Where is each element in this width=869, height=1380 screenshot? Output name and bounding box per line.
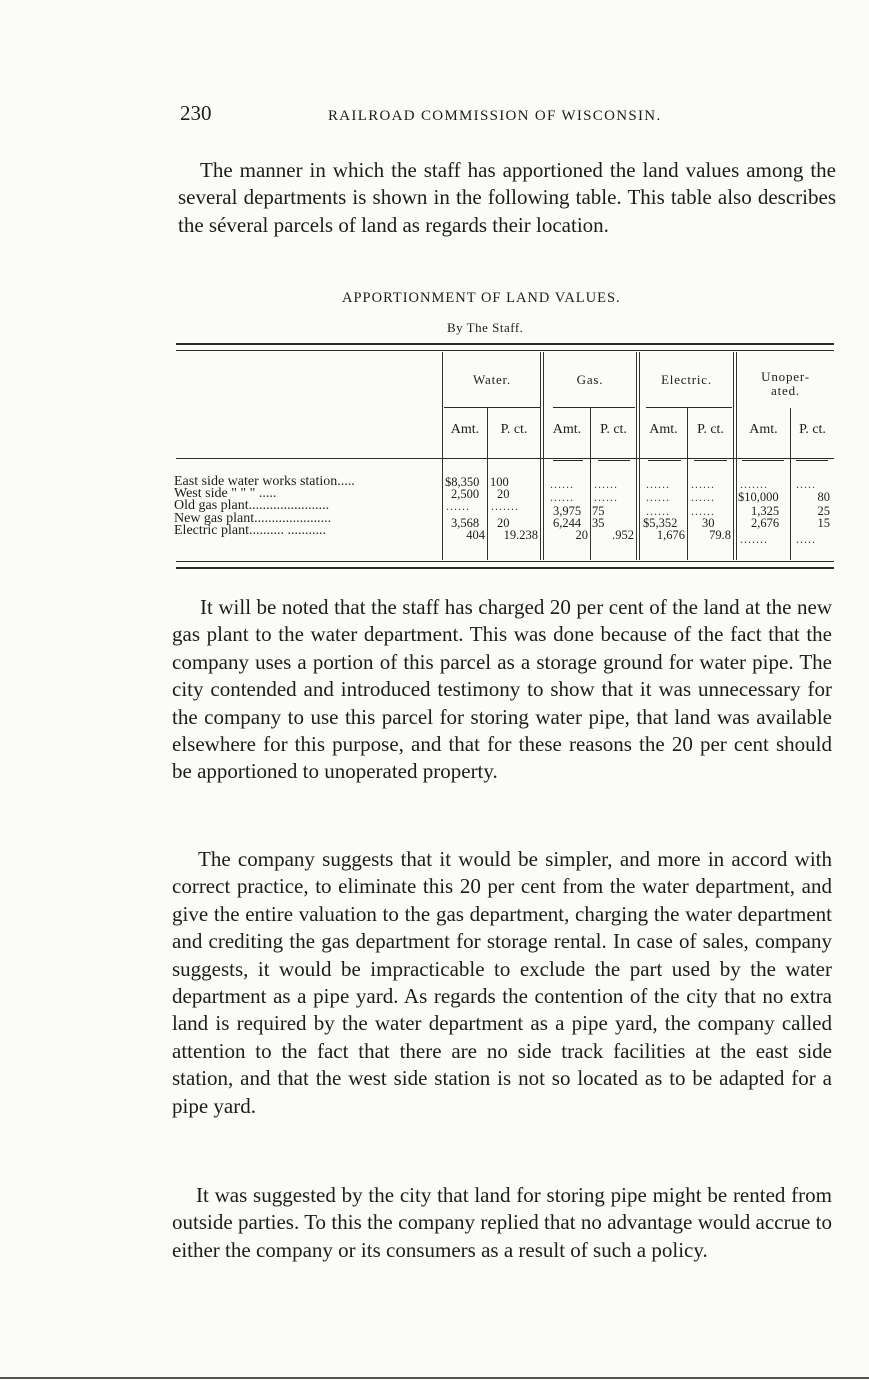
leader-dots: ......: [646, 504, 670, 518]
divider-water-gas-a: [540, 352, 541, 560]
leader-dots: .......: [740, 477, 768, 491]
row-label-east-side: East side water works station.....: [174, 474, 355, 489]
row-label-new-gas-plant: New gas plant......................: [174, 511, 332, 526]
leader-dots: ......: [550, 490, 574, 504]
group-header-water: Water.: [472, 372, 512, 387]
paragraph-company-suggestion: The company suggests that it would be simpler, and more in accord with correct practice, to eliminate this 20 per cent from the water department, and give the entire valuation to the gas department, charging the water department and crediting the gas department for storage rental. In case of sales, company suggests, it would be impracticable to exclude the part used by the water department as a pipe yard. As regards the contention of the city that no extra land is required by the water department as a pipe yard, the company called attention to the fact that there are no side track facilities at the east side station, and that the west side station is not so located as to be adapted for a pipe yard.: [172, 847, 832, 1118]
cell-water-amt: 2,500: [451, 487, 480, 501]
head-dash-2: [598, 460, 630, 461]
table-top-rule: [176, 343, 834, 345]
divider-electric-unop-b: [736, 352, 737, 560]
leader-dots: ......: [691, 490, 715, 504]
group-header-gas: Gas.: [576, 372, 604, 387]
head-dash-1: [553, 460, 583, 461]
page-number: 230: [180, 101, 212, 125]
head-dash-6: [796, 460, 828, 461]
row-label-west-side: West side " " " .....: [174, 486, 277, 501]
row-label-electric-plant: Electric plant.......... ...........: [174, 523, 327, 538]
head-dash-4: [694, 460, 727, 461]
col-header-unop-pct: P. ct.: [799, 422, 826, 437]
table-top-rule-thin: [176, 350, 834, 351]
leader-dots: ......: [691, 504, 715, 518]
group-header-electric: Electric.: [661, 372, 712, 387]
leader-dots: ......: [594, 477, 618, 491]
electric-group-rule: [646, 407, 732, 408]
cell-water-pct: 100: [490, 475, 509, 489]
cell-water-pct: 19.238: [503, 528, 538, 542]
cell-water-pct: 20: [497, 487, 510, 501]
leader-dots: ......: [646, 477, 670, 491]
group-header-unoperated-2: ated.: [771, 383, 800, 398]
group-header-unoperated-1: Unoper-: [761, 369, 810, 384]
col-header-water-pct: P. ct.: [500, 422, 528, 437]
col-header-electric-amt: Amt.: [649, 422, 678, 437]
paragraph-new-gas-plant: It will be noted that the staff has charged 20 per cent of the land at the new gas plant to the water department. This was done because of the fact that the company uses a portion of this parcel as a storage ground for water pipe. The city contended and introduced testimony to show that it was unnecessary for the company to use this parcel for storing water pipe, that land was available elsewhere for this purpose, and that for these reasons the 20 per cent should be apportioned to unoperated property.: [172, 595, 832, 784]
divider-electric-unop-a: [733, 352, 734, 560]
col-header-gas-amt: Amt.: [552, 422, 582, 437]
intro-paragraph: The manner in which the staff has apportioned the land values among the several departments is shown in the following table. This table also describes the séveral parcels of land as regards their location.: [178, 158, 836, 237]
leader-dots: .......: [491, 499, 519, 513]
table-bottom-rule: [176, 561, 834, 562]
row-label-old-gas-plant: Old gas plant.......................: [174, 498, 330, 513]
paragraph-renting: It was suggested by the city that land for storing pipe might be rented from outside parties. To this the company replied that no advantage would accrue to either the company or its consumers as a result of such a policy.: [172, 1183, 832, 1262]
table-subtitle: By The Staff.: [447, 320, 524, 335]
cell-electric-amt: $5,352: [643, 516, 678, 530]
cell-electric-pct: 79.8: [709, 528, 731, 542]
leader-dots: ......: [646, 490, 670, 504]
leader-dots: ......: [691, 477, 715, 491]
cell-gas-amt: 20: [575, 528, 588, 542]
cell-unop-amt: 1,325: [751, 504, 780, 518]
cell-gas-pct: 75: [592, 504, 605, 518]
leader-dots: .....: [796, 532, 816, 546]
head-dash-5: [742, 460, 784, 461]
table-title: APPORTIONMENT OF LAND VALUES.: [342, 290, 621, 306]
leader-dots: ......: [594, 490, 618, 504]
leader-dots: .....: [796, 477, 816, 491]
cell-gas-pct: .952: [612, 528, 634, 542]
leader-dots: ......: [550, 477, 574, 491]
water-group-rule: [444, 407, 540, 408]
divider-gas-electric-a: [636, 352, 637, 560]
cell-unop-amt: 2,676: [751, 516, 780, 530]
cell-water-amt: 404: [466, 528, 485, 542]
running-title: RAILROAD COMMISSION OF WISCONSIN.: [328, 108, 662, 124]
cell-water-amt: $8,350: [445, 475, 480, 489]
cell-gas-amt: 3,975: [553, 504, 582, 518]
cell-water-pct: 20: [497, 516, 510, 530]
cell-unop-pct: 25: [817, 504, 830, 518]
col-header-unop-amt: Amt.: [749, 422, 778, 437]
cell-electric-pct: 30: [702, 516, 715, 530]
cell-unop-pct: 80: [817, 490, 830, 504]
cell-water-amt: 3,568: [451, 516, 480, 530]
table-bottom-rule-thick: [176, 567, 834, 569]
cell-gas-amt: 6,244: [553, 516, 582, 530]
leader-dots: ......: [446, 499, 470, 513]
leader-dots: .......: [740, 532, 768, 546]
cell-unop-amt: $10,000: [738, 490, 779, 504]
cell-gas-pct: 35: [592, 516, 605, 530]
page-bottom-edge: [0, 1377, 869, 1379]
gas-group-rule: [553, 407, 635, 408]
cell-unop-pct: 15: [817, 516, 830, 530]
cell-electric-amt: 1,676: [656, 528, 685, 542]
col-header-water-amt: Amt.: [450, 422, 480, 437]
head-dash-3: [648, 460, 681, 461]
col-header-gas-pct: P. ct.: [600, 422, 627, 437]
col-header-electric-pct: P. ct.: [697, 422, 724, 437]
